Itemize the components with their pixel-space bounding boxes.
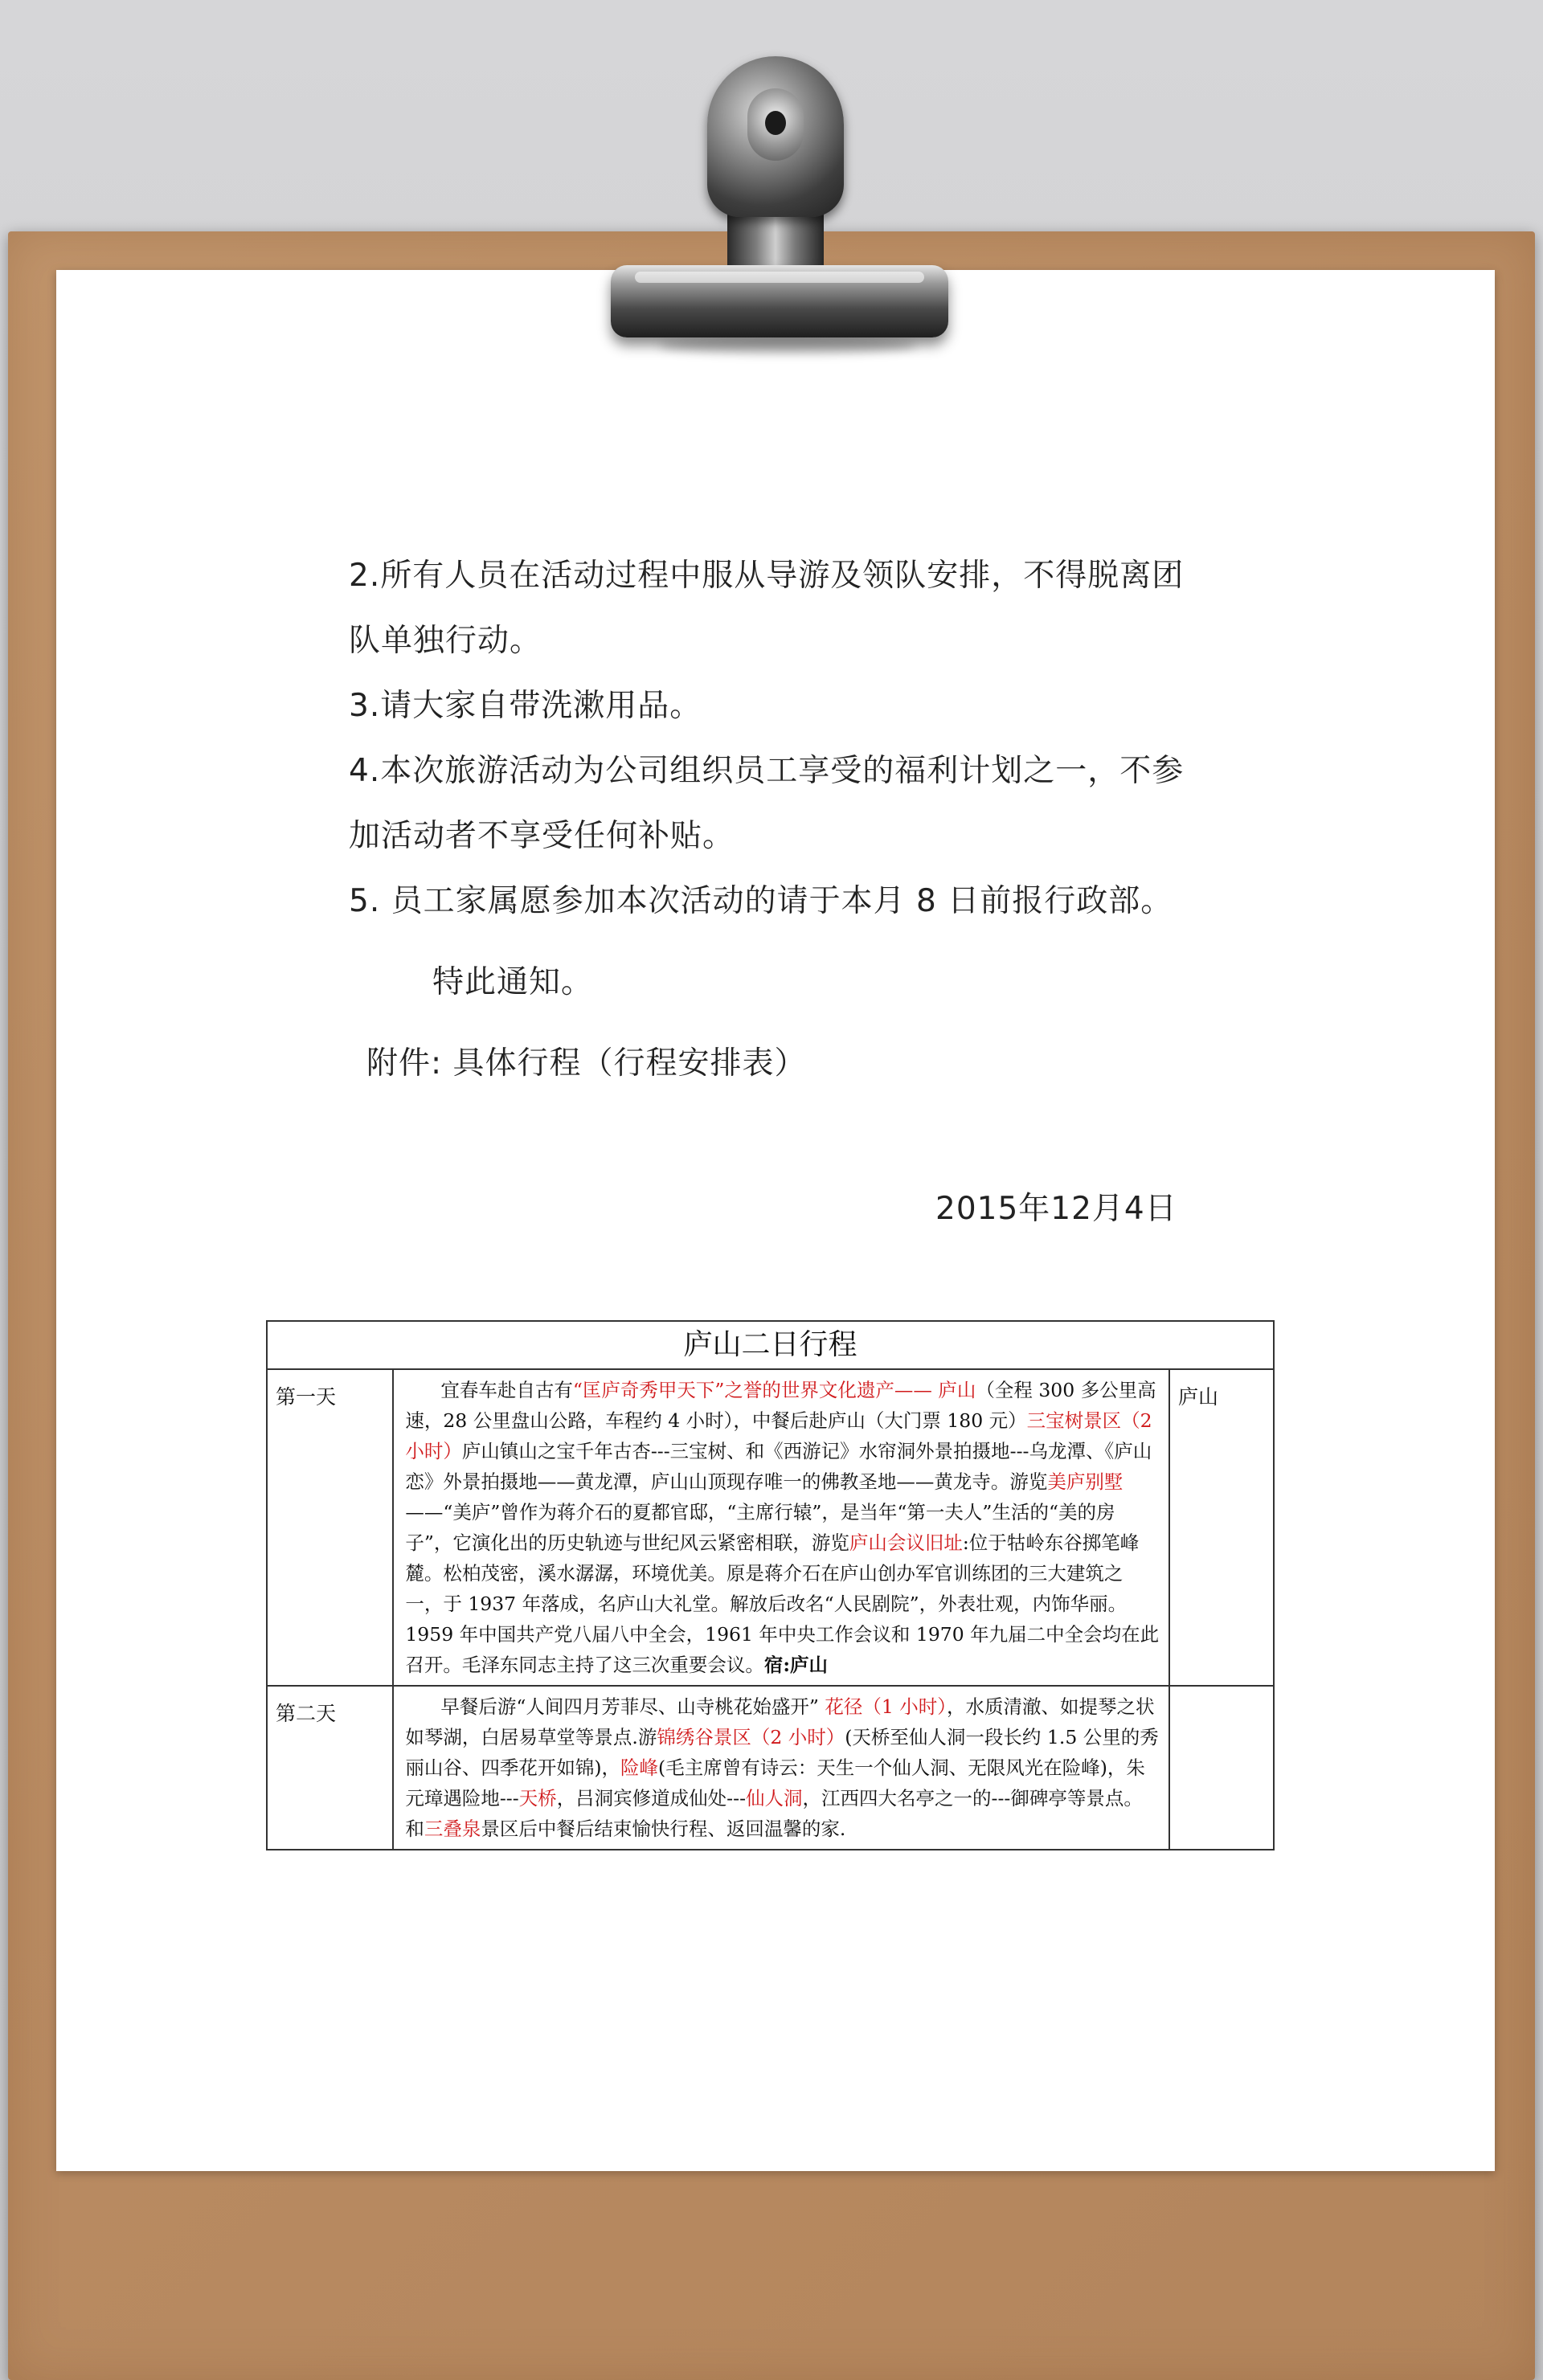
day-description: 早餐后游“人间四月芳菲尽、山寺桃花始盛开” 花径（1 小时），水质清澈、如提琴之状如琴湖，白居易草堂等景点.游锦绣谷景区（2 小时）(天桥至仙人洞一段长约 1.5 公里的秀丽山谷、四季花开如锦)，险峰(毛主席曾有诗云：天生一个仙人洞、无限风光在险峰)，朱元璋遇险地---天桥，吕洞宾修道成仙处---仙人洞，江西四大名亭之一的---御碑亭等景点。和三叠泉景区后中餐后结束愉快行程、返回温馨的家.: [393, 1686, 1169, 1850]
day-place: 庐山: [1169, 1369, 1274, 1686]
notice-line: 2.所有人员在活动过程中服从导游及领队安排，不得脱离团: [349, 558, 1185, 594]
notice-body: [349, 543, 1217, 1241]
notice-line: 5. 员工家属愿参加本次活动的请于本月 8 日前报行政部。: [349, 883, 1173, 919]
notice-line: 队单独行动。: [349, 623, 542, 659]
day-label: 第一天: [267, 1369, 393, 1686]
table-row: [267, 1686, 1274, 1850]
notice-closing: 特此通知。: [432, 964, 594, 1000]
itinerary-table: [266, 1320, 1275, 1850]
day-description: 宜春车赴自古有“匡庐奇秀甲天下”之誉的世界文化遗产—— 庐山（全程 300 多公里高速，28 公里盘山公路，车程约 4 小时），中餐后赴庐山（大门票 180 元）三宝树景区（2 小时）庐山镇山之宝千年古杏---三宝树、和《西游记》水帘洞外景拍摄地---乌龙潭、《庐山恋》外景拍摄地——黄龙潭，庐山山顶现存唯一的佛教圣地——黄龙寺。游览美庐别墅——“美庐”曾作为蒋介石的夏都官邸，“主席行辕”，是当年“第一夫人”生活的“美的房子”，它演化出的历史轨迹与世纪风云紧密相联，游览庐山会议旧址:位于牯岭东谷掷笔峰麓。松柏茂密，溪水潺潺，环境优美。原是蒋介石在庐山创办军官训练团的三大建筑之一，于 1937 年落成，名庐山大礼堂。解放后改名“人民剧院”，外表壮观，内饰华丽。1959 年中国共产党八届八中全会，1961 年中央工作会议和 1970 年九届二中全会均在此召开。毛泽东同志主持了这三次重要会议。宿:庐山: [393, 1369, 1169, 1686]
notice-line: 加活动者不享受任何补贴。: [349, 818, 735, 854]
notice-line: 3.请大家自带洗漱用品。: [349, 688, 702, 724]
day-place: [1169, 1686, 1274, 1850]
binder-clip-icon: [611, 48, 948, 354]
itinerary-title: 庐山二日行程: [267, 1321, 1274, 1369]
notice-line: 4.本次旅游活动为公司组织员工享受的福利计划之一，不参: [349, 753, 1185, 789]
table-row: [267, 1369, 1274, 1686]
notice-attachment: 附件: 具体行程（行程安排表）: [366, 1045, 807, 1082]
notice-date: 2015年12月4日: [935, 1191, 1177, 1227]
day-label: 第二天: [267, 1686, 393, 1850]
